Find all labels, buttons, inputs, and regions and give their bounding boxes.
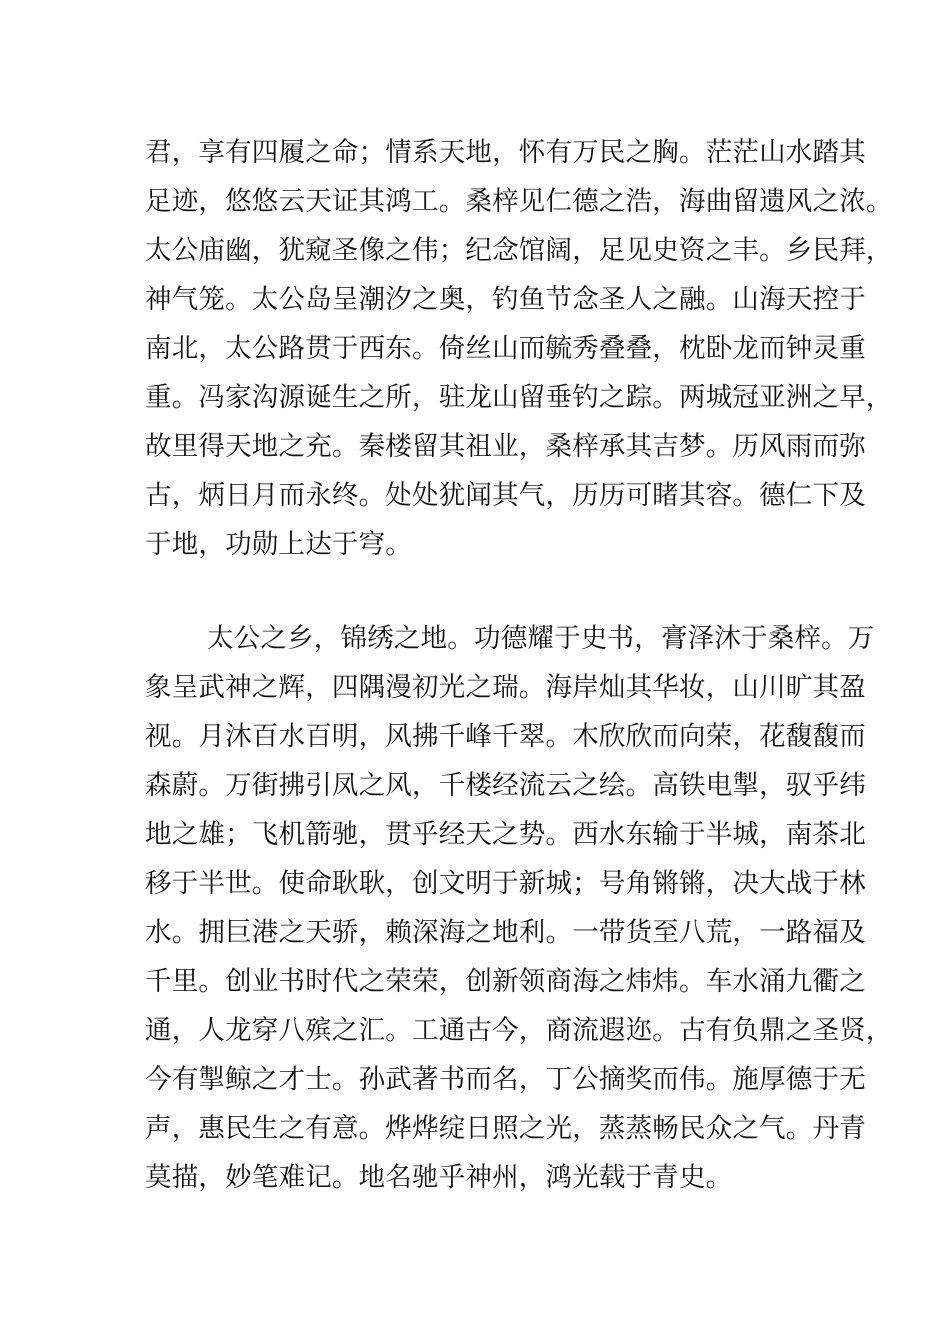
paragraph-2 [145,614,893,1202]
paragraph-line: 森蔚。万街拂引凤之风，千楼经流云之绘。高铁电掣，驭乎纬 [145,770,866,801]
paragraph-line: 君，享有四履之命；情系天地，怀有万民之胸。茫茫山水踏其 [145,137,866,168]
paragraph-line: 神气笼。太公岛呈潮汐之奥，钓鱼节念圣人之融。山海天控于 [145,284,866,315]
paragraph-line: 象呈武神之辉，四隅漫初光之瑞。海岸灿其华妆，山川旷其盈 [145,672,866,703]
paragraph-line: 足迹，悠悠云天证其鸿工。桑梓见仁德之浩，海曲留遗风之浓。 [145,186,893,217]
paragraph-line: 今有掣鲸之才士。孙武著书而名，丁公摘奖而伟。施厚德于无 [145,1064,866,1095]
paragraph-line: 南北，太公路贯于西东。倚丝山而毓秀叠叠，枕卧龙而钟灵重 [145,333,866,364]
paragraph-line: 移于半世。使命耿耿，创文明于新城；号角锵锵，决大战于林 [145,868,866,899]
paragraph-line: 声，惠民生之有意。烨烨绽日照之光，蒸蒸畅民众之气。丹青 [145,1113,866,1144]
paragraph-line: 地之雄；飞机箭驰，贯乎经天之势。西水东输于半城，南茶北 [145,819,866,850]
paragraph-line: 太公之乡，锦绣之地。功德耀于史书，膏泽沐于桑梓。万 [207,623,875,654]
paragraph-line: 太公庙幽，犹窥圣像之伟；纪念馆阔，足见史资之丰。乡民拜， [145,235,893,266]
paragraph-line: 通，人龙穿八殡之汇。工通古今，商流遐迩。古有负鼎之圣贤， [145,1015,893,1046]
paragraph-line: 重。冯家沟源诞生之所，驻龙山留垂钓之踪。两城冠亚洲之早， [145,382,893,413]
paragraph-line: 莫描，妙笔难记。地名驰乎神州，鸿光载于青史。 [145,1162,733,1193]
document-body [145,128,893,1202]
paragraph-line: 水。拥巨港之天骄，赖深海之地利。一带货至八荒，一路福及 [145,917,866,948]
paragraph-line: 视。月沐百水百明，风拂千峰千翠。木欣欣而向荣，花馥馥而 [145,721,866,752]
paragraph-line: 于地，功勋上达于穹。 [145,529,412,560]
paragraph-1 [145,128,893,569]
paragraph-line: 古，炳日月而永终。处处犹闻其气，历历可睹其容。德仁下及 [145,480,866,511]
paragraph-line: 故里得天地之充。秦楼留其祖业，桑梓承其吉梦。历风雨而弥 [145,431,866,462]
paragraph-line: 千里。创业书时代之荣荣，创新领商海之炜炜。车水涌九衢之 [145,966,866,997]
